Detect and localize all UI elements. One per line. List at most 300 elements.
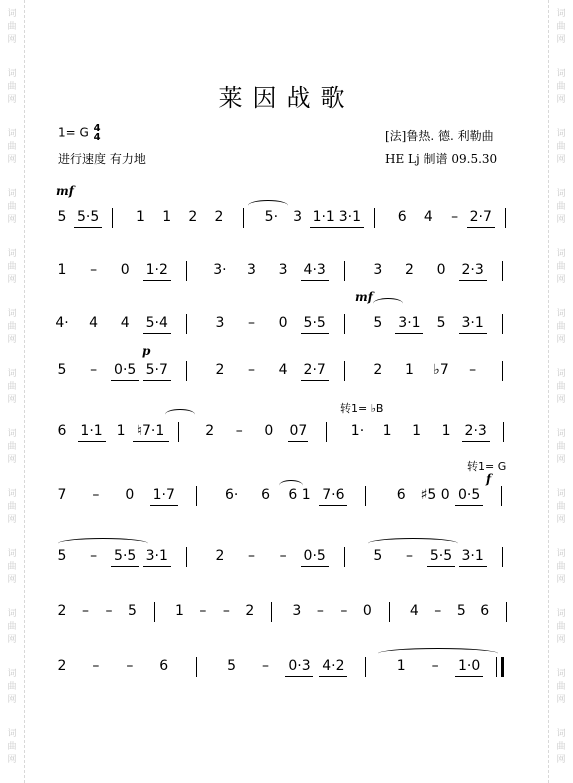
watermark-char: 词 [7,309,17,319]
note: 2·7 [469,209,492,225]
note: ♮7·1 [137,423,165,439]
barline [503,422,504,442]
barline [196,657,197,677]
dash-note: – [90,262,98,278]
dash-note: – [81,603,89,619]
watermark-text [549,668,573,707]
dash-note: – [90,362,98,378]
watermark-char: 词 [7,189,17,199]
note: 6 1 [288,487,311,503]
watermark-char: 词 [7,669,17,679]
note: 2 [57,603,67,619]
beam-underline [285,676,313,677]
note: 5·5 [429,548,453,564]
note: 3 [247,262,256,278]
watermark-char: 曲 [556,22,566,32]
watermark-char: 词 [556,309,566,319]
final-barline [501,657,504,677]
note: 1 [57,262,67,278]
dash-note: – [262,658,270,674]
watermark-char: 网 [7,755,17,765]
note: 4 [423,209,433,225]
note: 4 [89,315,99,331]
key-change-marking: 转1= ♭B [340,402,384,415]
key-change-marking: 转1= G [467,460,507,473]
barline [186,261,187,281]
watermark-char: 词 [7,609,17,619]
beam-underline [78,441,106,442]
time-signature-top: 4 [93,123,101,134]
watermark-char: 词 [7,9,17,19]
watermark-char: 词 [556,669,566,679]
note: 1·0 [457,658,481,674]
note: 2 [404,262,414,278]
barline [365,657,366,677]
watermark-text [549,248,573,287]
watermark-char: 词 [7,729,17,739]
watermark-text [549,188,573,227]
watermark-text [0,308,24,347]
barline [112,208,113,228]
watermark-char: 曲 [7,82,17,92]
watermark-char: 曲 [556,82,566,92]
watermark-char: 网 [7,515,17,525]
beam-underline [150,505,178,506]
watermark-char: 词 [7,429,17,439]
note: 0·5 [303,548,326,564]
note: 6 [159,658,169,674]
watermark-char: 曲 [7,742,17,752]
beam-underline [310,227,338,228]
note: 1 [404,362,414,378]
note: 6 [57,423,67,439]
note: 3 [292,603,302,619]
watermark-char: 词 [556,729,566,739]
barline [344,261,345,281]
note: 1 [412,423,422,439]
note: 3·1 [145,548,168,564]
beam-underline [288,441,308,442]
watermark-char: 曲 [556,142,566,152]
note: 6 [396,487,406,503]
barline [178,422,179,442]
score-line [55,311,516,335]
beam-underline [395,333,423,334]
note: 5 [456,603,466,619]
watermark-char: 曲 [7,202,17,212]
barline [186,361,187,381]
time-signature-bottom: 4 [93,132,101,143]
note: 6· [224,487,239,503]
beam-underline [301,333,329,334]
note: 5 [57,209,67,225]
watermark-char: 词 [556,549,566,559]
barline [344,547,345,567]
watermark-text [549,308,573,347]
watermark-char: 网 [556,695,566,705]
watermark-char: 网 [7,635,17,645]
note: 1 [162,209,172,225]
watermark-char: 词 [7,249,17,259]
note: 2·7 [303,362,326,378]
watermark-char: 词 [556,429,566,439]
note: 0 [125,487,135,503]
score-line [58,544,516,568]
beam-underline [143,280,171,281]
score-line [58,419,516,443]
score-line [58,654,516,678]
dash-note: – [248,315,256,331]
note: 0 [278,315,288,331]
score-line [58,599,516,623]
note: 3· [213,262,227,278]
watermark-char: 词 [556,9,566,19]
watermark-char: 曲 [556,442,566,452]
note: 5 [227,658,237,674]
watermark-text [0,728,24,767]
note: 5 [373,548,383,564]
dash-note: – [90,548,98,564]
key-signature [58,124,101,142]
barline [154,602,155,622]
beam-underline [319,505,347,506]
watermark-char: 曲 [7,382,17,392]
watermark-char: 曲 [556,742,566,752]
watermark-char: 网 [556,515,566,525]
note: 2 [205,423,215,439]
watermark-char: 网 [7,155,17,165]
dash-note: – [235,423,243,439]
note: 1 [116,423,126,439]
note: 2·3 [464,423,487,439]
watermark-text [549,8,573,47]
dash-note: – [431,658,439,674]
dash-note: – [105,603,113,619]
dynamic-f: f [486,472,492,486]
watermark-strip-left [0,0,25,783]
note: 2 [373,362,383,378]
note: 5 [57,548,67,564]
note: 2 [245,603,255,619]
watermark-char: 词 [556,189,566,199]
watermark-char: 曲 [556,622,566,632]
watermark-char: 曲 [7,22,17,32]
beam-underline [319,676,347,677]
barline [506,602,507,622]
score-line [58,205,516,229]
watermark-char: 网 [7,215,17,225]
watermark-char: 网 [556,635,566,645]
watermark-char: 词 [7,129,17,139]
slur-mark [373,298,403,309]
watermark-char: 网 [7,455,17,465]
watermark-char: 曲 [556,322,566,332]
watermark-char: 曲 [7,442,17,452]
dash-note: – [248,362,256,378]
note: 5·7 [145,362,168,378]
dash-note: – [92,658,100,674]
watermark-char: 曲 [7,682,17,692]
watermark-char: 网 [556,755,566,765]
barline [502,361,503,381]
watermark-char: 词 [556,249,566,259]
score-line [58,483,516,507]
note: 0 [362,603,372,619]
beam-underline [143,566,171,567]
note: 4· [55,315,69,331]
dash-note: – [279,548,287,564]
watermark-char: 词 [556,489,566,499]
watermark-strip-right [548,0,573,783]
watermark-char: 曲 [556,382,566,392]
watermark-text [0,368,24,407]
watermark-char: 词 [7,69,17,79]
watermark-text [549,488,573,527]
barline [186,314,187,334]
beam-underline [467,227,495,228]
note: 4 [278,362,288,378]
watermark-char: 网 [556,395,566,405]
note: 1·1 [312,209,335,225]
note: 6 [480,603,490,619]
note: 5 [127,603,137,619]
beam-underline [111,566,139,567]
dynamic-mf: mf [355,290,373,304]
watermark-char: 网 [7,575,17,585]
note: 5 [436,315,446,331]
note: 7 [57,487,67,503]
barline [365,486,366,506]
beam-underline [462,441,490,442]
watermark-char: 词 [7,549,17,559]
watermark-text [0,668,24,707]
note: 0 [120,262,130,278]
note: 5·5 [303,315,326,331]
note: 1·1 [80,423,103,439]
note: 5· [264,209,279,225]
beam-underline [455,676,483,677]
note: 1·2 [145,262,168,278]
watermark-char: 网 [7,335,17,345]
note: 0·3 [288,658,311,674]
note: 5 [373,315,383,331]
note: 6 [261,487,271,503]
watermark-text [0,428,24,467]
watermark-char: 曲 [556,262,566,272]
watermark-char: 曲 [7,142,17,152]
note: 0 [436,262,446,278]
watermark-text [0,488,24,527]
beam-underline [143,333,171,334]
barline [196,486,197,506]
watermark-char: 网 [556,335,566,345]
dash-note: – [222,603,230,619]
note: 2 [57,658,67,674]
note: 3 [215,315,225,331]
note: 2 [215,362,225,378]
beam-underline [459,333,487,334]
watermark-char: 网 [556,155,566,165]
watermark-char: 词 [556,609,566,619]
watermark-char: 曲 [556,202,566,212]
watermark-char: 曲 [7,502,17,512]
dash-note: – [92,487,100,503]
barline [243,208,244,228]
watermark-char: 网 [556,575,566,585]
watermark-char: 词 [556,369,566,379]
note: 2 [188,209,198,225]
tempo-marking: 进行速度 有力地 [58,152,146,166]
watermark-char: 网 [556,215,566,225]
beam-underline [133,441,169,442]
note: 6 [397,209,407,225]
note: 1 [174,603,184,619]
watermark-char: 网 [7,695,17,705]
watermark-char: 网 [556,275,566,285]
watermark-char: 曲 [556,502,566,512]
watermark-char: 词 [7,489,17,499]
note: 1 [441,423,451,439]
barline [501,486,502,506]
dash-note: – [405,548,413,564]
note: ♭7 [433,362,449,378]
watermark-char: 网 [556,35,566,45]
watermark-char: 词 [7,369,17,379]
note: 3·1 [461,548,484,564]
composer-credit: [法]鲁热. 德. 利勒曲 [385,129,494,143]
watermark-char: 网 [556,95,566,105]
note: 4 [409,603,419,619]
note: 1· [350,423,365,439]
note: 5·5 [114,548,137,564]
watermark-text [0,608,24,647]
beam-underline [427,566,455,567]
barline [502,261,503,281]
dash-note: – [451,209,459,225]
watermark-char: 曲 [556,562,566,572]
note: ♯5 0 [420,487,450,503]
note: 2·3 [461,262,484,278]
dynamic-mf: mf [56,184,74,198]
watermark-char: 曲 [7,322,17,332]
barline [389,602,390,622]
watermark-text [0,128,24,167]
dash-note: – [199,603,207,619]
note: 3 [293,209,302,225]
watermark-text [0,548,24,587]
note: 3·1 [461,315,484,331]
barline [502,314,503,334]
beam-underline [336,227,364,228]
watermark-text [549,548,573,587]
note: 1·7 [152,487,175,503]
note: 2 [214,209,224,225]
beam-underline [301,380,329,381]
beam-underline [459,280,487,281]
dynamic-p: p [142,344,151,358]
watermark-char: 网 [556,455,566,465]
watermark-text [549,608,573,647]
dash-note: – [469,362,477,378]
watermark-char: 网 [7,95,17,105]
note: 3·1 [338,209,362,225]
barline [505,208,506,228]
note: 0·5 [114,362,137,378]
dash-note: – [434,603,442,619]
note: 5 [57,362,67,378]
dash-note: – [340,603,348,619]
beam-underline [111,380,139,381]
note: 07 [289,423,308,439]
watermark-text [549,428,573,467]
barline [271,602,272,622]
note: 5·5 [77,209,100,225]
watermark-char: 曲 [556,682,566,692]
beam-underline [143,380,171,381]
dash-note: – [316,603,324,619]
watermark-char: 曲 [7,262,17,272]
note: 0 [264,423,274,439]
watermark-text [0,188,24,227]
barline [344,314,345,334]
note: 1 [136,209,145,225]
beam-underline [74,227,102,228]
watermark-char: 曲 [7,622,17,632]
arranger-credit: HE Lj 制谱 09.5.30 [385,152,498,166]
song-title: 莱因战歌 [218,84,355,112]
barline [344,361,345,381]
key-label: 1= G [58,125,89,140]
time-signature [94,124,101,142]
note: 1 [396,658,406,674]
note: 0·5 [457,487,481,503]
watermark-char: 网 [7,35,17,45]
note: 3·1 [398,315,421,331]
dash-note: – [126,658,134,674]
beam-underline [301,566,329,567]
watermark-text [0,8,24,47]
note: 3 [278,262,288,278]
watermark-text [0,248,24,287]
barline [374,208,375,228]
note: 7·6 [322,487,345,503]
watermark-char: 网 [7,275,17,285]
watermark-char: 网 [7,395,17,405]
barline [186,547,187,567]
watermark-text [549,128,573,167]
watermark-char: 词 [556,69,566,79]
note: 5·4 [145,315,168,331]
note: 4·3 [303,262,326,278]
score-line [58,358,516,382]
note: 3 [373,262,383,278]
watermark-text [549,728,573,767]
note: 4·2 [322,658,345,674]
barline [326,422,327,442]
barline [502,547,503,567]
watermark-char: 词 [556,129,566,139]
beam-underline [301,280,329,281]
note: 1 [382,423,392,439]
watermark-text [549,368,573,407]
beam-underline [455,505,483,506]
note: 2 [215,548,225,564]
dash-note: – [248,548,256,564]
watermark-char: 曲 [7,562,17,572]
note: 4 [120,315,130,331]
score-line [58,258,516,282]
beam-underline [459,566,487,567]
